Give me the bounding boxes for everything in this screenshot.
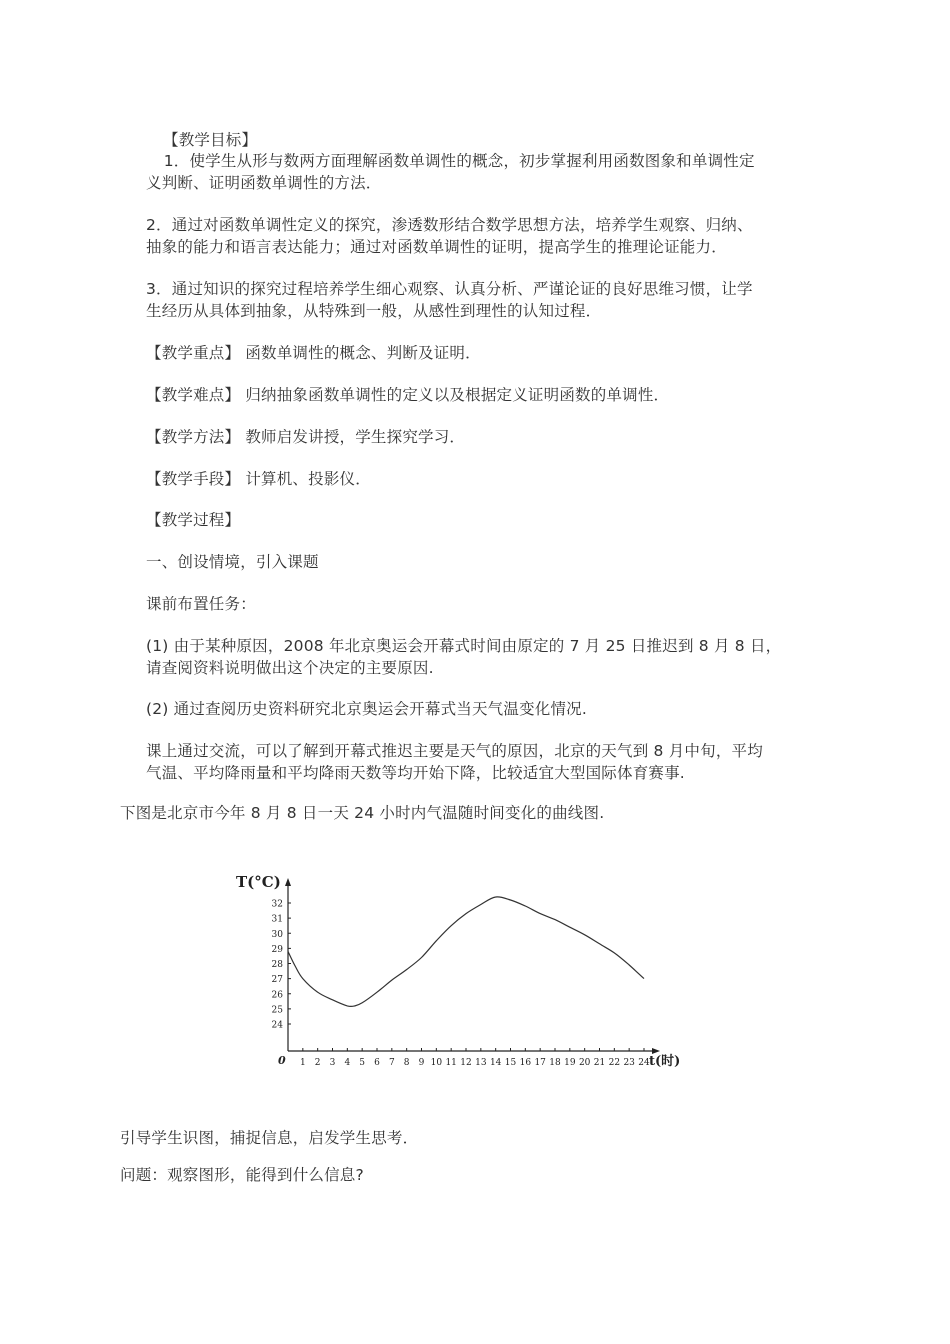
in-class-line-2: 气温、平均降雨量和平均降雨天数等均开始下降，比较适宜大型国际体育赛事. (146, 764, 685, 782)
x-tick-label: 2 (314, 1058, 321, 1068)
objective-1-line-2: 义判断、证明函数单调性的方法． (146, 174, 382, 192)
origin-label: 0 (278, 1054, 286, 1067)
pre-task: 课前布置任务： (146, 595, 256, 613)
y-tick-label: 28 (271, 960, 283, 970)
x-tick-label: 18 (549, 1058, 561, 1068)
objectives-heading: 【教学目标】 (163, 131, 258, 149)
y-tick-label: 31 (271, 914, 283, 925)
x-axis-label: t(时) (649, 1054, 681, 1069)
task-1-line-1: (1) 由于某种原因，2008 年北京奥运会开幕式时间由原定的 7 月 25 日推迟到 8 月 8 日， (146, 637, 782, 655)
y-tick-label: 26 (271, 990, 283, 1001)
x-tick-label: 6 (374, 1058, 380, 1068)
figure-intro: 下图是北京市今年 8 月 8 日一天 24 小时内气温随时间变化的曲线图. (120, 804, 605, 822)
x-tick-label: 21 (593, 1058, 606, 1068)
objective-2-line-1: 2．通过对函数单调性定义的探究，渗透数形结合数学思想方法，培养学生观察、归纳、 (146, 216, 753, 234)
guide-text: 引导学生识图，捕捉信息，启发学生思考． (120, 1129, 419, 1147)
task-1-line-2: 请查阅资料说明做出这个决定的主要原因. (146, 659, 434, 677)
x-tick-label: 14 (489, 1058, 502, 1068)
x-tick-label: 19 (564, 1058, 576, 1068)
x-tick-label: 5 (359, 1058, 366, 1068)
x-tick-label: 10 (430, 1058, 443, 1068)
objective-3-line-2: 生经历从具体到抽象，从特殊到一般，从感性到理性的认知过程． (146, 302, 602, 320)
temperature-chart (234, 870, 684, 1075)
x-tick-label: 9 (418, 1058, 425, 1068)
task-2: (2) 通过查阅历史资料研究北京奥运会开幕式当天气温变化情况. (146, 700, 588, 718)
x-tick-label: 16 (519, 1058, 532, 1068)
objective-2-line-2: 抽象的能力和语言表达能力；通过对函数单调性的证明，提高学生的推理论证能力． (146, 238, 727, 256)
section-1-heading: 一、创设情境，引入课题 (146, 553, 319, 571)
x-tick-label: 17 (534, 1058, 546, 1068)
x-tick-label: 15 (504, 1058, 517, 1068)
y-tick-label: 32 (271, 899, 283, 910)
y-tick-label: 24 (271, 1020, 283, 1031)
y-tick-label: 25 (271, 1005, 283, 1016)
x-tick-label: 4 (344, 1058, 351, 1068)
x-tick-label: 13 (475, 1058, 487, 1068)
x-tick-label: 24 (638, 1058, 650, 1068)
key-points: 【教学重点】 函数单调性的概念、判断及证明． (146, 344, 481, 362)
in-class-line-1: 课上通过交流，可以了解到开幕式推迟主要是天气的原因，北京的天气到 8 月中旬，平均 (146, 742, 763, 760)
difficulties: 【教学难点】 归纳抽象函数单调性的定义以及根据定义证明函数的单调性． (146, 386, 670, 404)
temperature-curve (288, 897, 644, 1007)
x-tick-label: 1 (299, 1058, 306, 1068)
x-tick-label: 7 (388, 1058, 395, 1068)
y-axis-label: T(°C) (236, 873, 281, 891)
y-tick-label: 29 (271, 944, 283, 955)
question-text: 问题：观察图形，能得到什么信息? (120, 1166, 364, 1184)
x-tick-label: 22 (608, 1058, 621, 1068)
teaching-tools: 【教学手段】 计算机、投影仪． (146, 470, 371, 488)
x-tick-label: 12 (460, 1058, 472, 1068)
x-tick-label: 11 (445, 1058, 457, 1068)
y-axis-arrow (285, 878, 291, 886)
y-tick-label: 27 (271, 975, 283, 986)
teaching-method: 【教学方法】 教师启发讲授，学生探究学习． (146, 428, 466, 446)
y-tick-label: 30 (271, 929, 283, 940)
x-tick-label: 8 (403, 1058, 410, 1068)
objective-1-line-1: 1．使学生从形与数两方面理解函数单调性的概念，初步掌握利用函数图象和单调性定 (148, 152, 755, 170)
x-tick-label: 23 (623, 1058, 635, 1068)
x-tick-label: 3 (329, 1058, 336, 1068)
x-tick-label: 20 (578, 1058, 591, 1068)
objective-3-line-1: 3．通过知识的探究过程培养学生细心观察、认真分析、严谨论证的良好思维习惯，让学 (146, 280, 753, 298)
process-heading: 【教学过程】 (146, 511, 241, 529)
